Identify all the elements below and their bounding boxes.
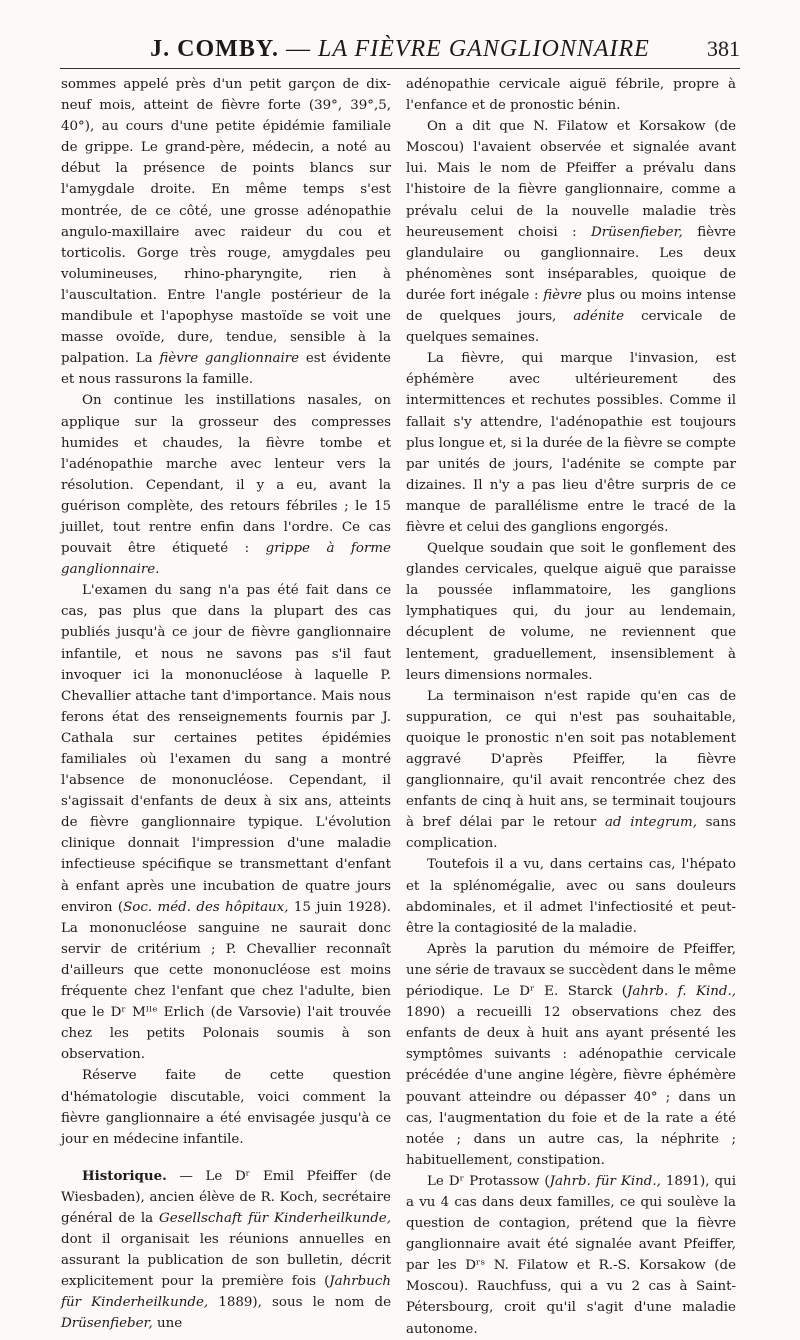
italic-text: Jahrbuch für Kinderheilkunde,	[61, 1274, 391, 1311]
paragraph	[406, 116, 736, 348]
text: est évidente et nous rassurons la famille.	[61, 351, 391, 388]
paragraph: adénopathie cervicale aiguë fébrile, propre à l'enfance et de pronostic bénin.	[406, 77, 736, 114]
text: cervicale de quelques semaines.	[406, 309, 736, 346]
paragraph: Quelque soudain que soit le gonflement des glandes cervicales, quelque aiguë que paraisse la poussée inflammatoire, les ganglions lymphatiques qui, du jour au lendemain, décuplent de volume, ne reviennent que lentement, graduellement, insensiblement à leurs dimensions normales.	[406, 541, 736, 683]
text: une	[157, 1316, 183, 1332]
header-title: LA FIÈVRE GANGLIONNAIRE	[317, 36, 650, 62]
text: 15 juin 1928). La mononucléose sanguine ne saurait donc servir de critérium ; P. Chevallier reconnaît d'ailleurs que cette mononucléose est moins fréquente chez l'enfant que chez l'adulte, bien que le Dʳ Mˡˡᵉ Erlich (de Varsovie) l'ait trouvée chez les petits Polonais soumis à son observation.	[61, 899, 391, 1063]
running-header	[60, 30, 740, 69]
paragraph	[406, 939, 736, 1171]
paragraph: Réserve faite de cette question d'hématologie discutable, voici comment la fièvre ganglionnaire a été envisagée jusqu'à ce jour en médecine infantile.	[61, 1068, 391, 1147]
italic-text: Jahrb. für Kind.,	[549, 1173, 661, 1189]
italic-text: Gesellschaft für Kinderheilkunde,	[159, 1210, 391, 1226]
page-number: 381	[707, 36, 740, 61]
text: Le Dʳ Protassow (	[427, 1173, 550, 1189]
right-column	[406, 74, 736, 1340]
italic-text: adénite	[573, 309, 625, 325]
italic-text: grippe à forme ganglionnaire.	[61, 541, 391, 578]
text: La terminaison n'est rapide qu'en cas de suppuration, ce qui n'est pas souhaitable, quoique le pronostic n'en soit pas notablement aggravé D'après Pfeiffer, la fièvre ganglionnaire, qu'il avait rencontrée chez des enfants de cinq à huit ans, se terminait toujours à bref délai par le retour	[406, 688, 736, 831]
text: 1890) a recueilli 12 observations chez des enfants de deux à huit ans ayant présenté les symptômes suivants : adénopathie cervicale précédée d'une angine légère, fièvre éphémère pouvant atteindre ou dépasser 40° ; dans un cas, l'augmentation du foie et de la rate a été notée ; dans un autre cas, la néphrite ; habituellement, constipation.	[406, 1005, 736, 1168]
paragraph: Toutefois il a vu, dans certains cas, l'hépato et la splénomégalie, avec ou sans douleurs abdominales, et il admet l'infectiosité et peut-être la contagiosité de la maladie.	[406, 857, 736, 936]
left-column	[61, 74, 391, 1335]
text: plus ou moins intense de quelques jours,	[406, 287, 737, 325]
header-separator: —	[285, 36, 311, 62]
paragraph: La fièvre, qui marque l'invasion, est éphémère avec ultérieurement des intermittences et rechutes possibles. Comme il fallait s'y attendre, l'adénopathie est toujours plus longue et, si la durée de la fièvre se compte par unités de jours, l'adénite se compte par dizaines. Il n'y a pas lieu d'être surpris de ce manque de parallélisme entre le tracé de la fièvre et celui des ganglions engorgés.	[406, 351, 736, 535]
italic-text: fièvre ganglionnaire	[159, 351, 300, 367]
italic-text: Drüsenfieber,	[61, 1316, 153, 1332]
italic-text: fièvre	[543, 287, 582, 303]
italic-text: ad integrum,	[604, 815, 697, 831]
italic-text: Drüsenfieber,	[591, 224, 683, 240]
text: On continue les instillations nasales, on applique sur la grosseur des compresses humides et chaudes, la fièvre tombe et l'adénopathie marche avec lenteur vers la résolution. Cependant, il y a eu, avant la guérison complète, des retours fébriles ; le 15 juillet, tout rentre enfin dans l'ordre. Ce cas pouvait être étiqueté :	[61, 393, 391, 557]
paragraph	[61, 74, 391, 390]
paragraph	[406, 686, 736, 855]
text: sans complication.	[406, 815, 737, 852]
section-label: Historique.	[82, 1167, 167, 1184]
italic-text: Soc. méd. des hôpitaux,	[123, 899, 289, 915]
paragraph	[406, 1171, 736, 1340]
running-title	[60, 36, 740, 63]
text: Après la parution du mémoire de Pfeiffer, une série de travaux se succèdent dans le même périodique. Le Dʳ E. Starck (	[406, 941, 736, 1000]
paragraph-historique	[61, 1166, 391, 1335]
text: 1891), qui a vu 4 cas dans deux familles, ce qui soulève la question de contagion, prétend que la fièvre ganglionnaire avait été signalée avant Pfeiffer, par les Dʳˢ N. Filatow et R.-S. Korsakow (de Moscou). Rauchfuss, qui a vu 2 cas à Saint-Pétersbourg, croit qu'il s'agit d'une maladie autonome.	[406, 1173, 736, 1337]
text: L'examen du sang n'a pas été fait dans ce cas, pas plus que dans la plupart des cas publiés jusqu'à ce jour de fièvre ganglionnaire infantile, et nous ne savons pas s'il faut invoquer ici la mononucléose à laquelle P. Chevallier attache tant d'importance. Mais nous ferons état des renseignements fournis par J. Cathala sur certaines petites épidémies familiales où l'examen du sang a montré l'absence de mononucléose. Cependant, il s'agissait d'enfants de deux à six ans, atteints de fièvre ganglionnaire typique. L'évolution clinique donnait l'impression d'une maladie infectieuse spécifique se transmettant d'enfant à enfant après une incubation de quatre jours environ (	[61, 583, 391, 915]
paragraph	[61, 580, 391, 1065]
text: 1889), sous le nom de	[218, 1295, 391, 1311]
text: On a dit que N. Filatow et Korsakow (de Moscou) l'avaient observée et signalée avant lui. Mais le nom de Pfeiffer a prévalu dans l'histoire de la fièvre ganglionnaire, comme a prévalu celui de la nouvelle maladie très heureusement choisi :	[406, 119, 736, 240]
text: fièvre glandulaire ou ganglionnaire. Les deux phénomènes sont inséparables, quoique de durée fort inégale :	[406, 224, 736, 303]
text: dont il organisait les réunions annuelles en assurant la publication de son bulletin, décrit explicitement pour la première fois (	[61, 1232, 391, 1290]
italic-text: Jahrb. f. Kind.,	[627, 984, 736, 1000]
text: — Le Dʳ Emil Pfeiffer (de Wiesbaden), ancien élève de R. Koch, secrétaire général de la	[61, 1168, 391, 1226]
text: sommes appelé près d'un petit garçon de dix-neuf mois, atteint de fièvre forte (39°, 39°,5, 40°), au cours d'une petite épidémie familiale de grippe. Le grand-père, médecin, a noté au début la présence de points blancs sur l'amygdale droite. En même temps s'est montrée, de ce côté, une grosse adénopathie angulo-maxillaire avec raideur du cou et torticolis. Gorge très rouge, amygdales peu volumineuses, rhino-pharyngite, rien à l'auscultation. Entre l'angle postérieur de la mandibule et l'apophyse mastoïde se voit une masse ovoïde, dure, tendue, sensible à la palpation. La	[61, 77, 391, 367]
paragraph	[61, 390, 391, 580]
header-author: J. COMBY.	[150, 36, 279, 62]
